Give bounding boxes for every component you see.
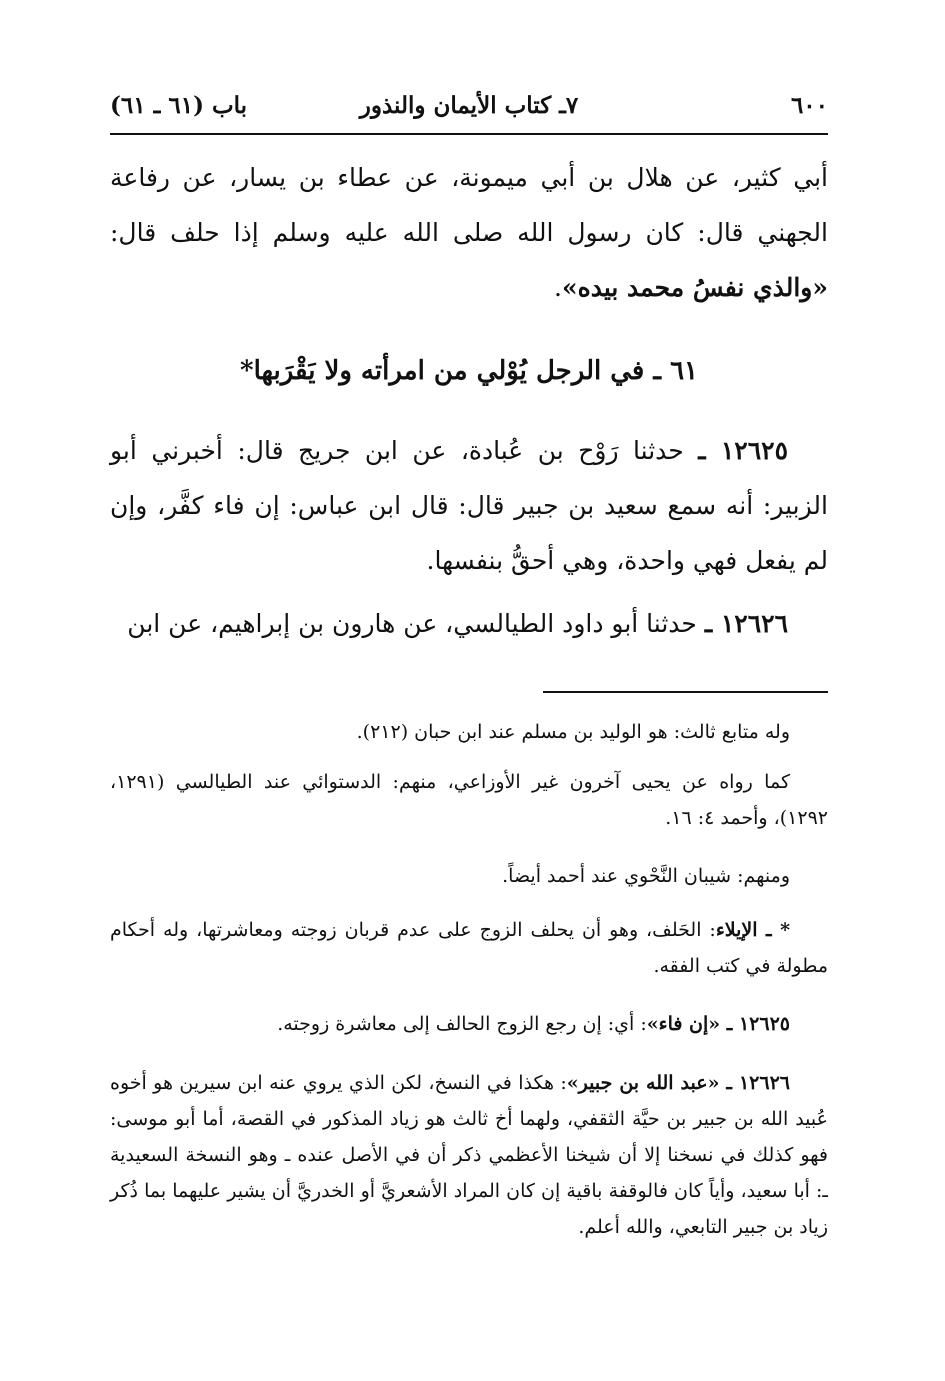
footnote-1: وله متابع ثالث: هو الوليد بن مسلم عند ابن حبان (٢١٢). [356, 721, 790, 743]
hadith-12625 [110, 423, 828, 588]
footnote-3: ومنهم: شيبان النَّحْوي عند أحمد أيضاً. [502, 865, 790, 887]
footnote-4 [110, 912, 828, 984]
footnote-2: كما رواه عن يحيى آخرون غير الأوزاعي، منهم: الدستوائي عند الطيالسي (١٢٩١، ١٢٩٢)، وأحمد ٤: ١٦. [110, 771, 828, 829]
page-number: ٦٠٠ [790, 92, 828, 119]
footnote-text: : أي: إن رجع الزوج الحالف إلى معاشرة زوجته. [277, 1013, 647, 1035]
continuation-quote: «والذي نفسُ محمد بيده» [562, 273, 828, 302]
footnote-text: : هكذا في النسخ، لكن الذي يروي عنه ابن سيرين هو أخوه عُبيد الله بن جبير بن حيَّة الثقفي، ولهما أخ ثالث هو زياد المذكور في القصة، أما أبو موسى: فهو كذلك في نسخنا إلا أن شيخنا الأعظمي ذكر أن في الأصل عنده ـ وهو النسخة السعيدية ـ: أبا سعيد، وأياً كان فالوقفة باقية إن كان المراد الأشعريَّ أو الخدريَّ أن يشير عليهما بما ذُكر زياد بن جبير التابعي، والله أعلم. [110, 1072, 828, 1238]
running-header [110, 86, 828, 126]
footnote-label: * ـ الإيلاء [715, 919, 791, 941]
chapter-reference: باب (٦١ ـ ٦١) [110, 92, 248, 119]
continuation-text: أبي كثير، عن هلال بن أبي ميمونة، عن عطاء بن يسار، عن رفاعة الجهني قال: كان رسول الله صلى الله عليه وسلم إذا حلف قال: [110, 163, 828, 247]
footnote-label: ١٢٦٢٦ ـ «عبد الله بن جبير» [566, 1072, 790, 1094]
hadith-number: ١٢٦٢٦ ـ [704, 609, 788, 638]
hadith-text: حدثنا أبو داود الطيالسي، عن هارون بن إبراهيم، عن ابن [127, 609, 705, 638]
continuation-end: . [554, 273, 562, 302]
book-title: ٧ـ كتاب الأيمان والنذور [359, 92, 579, 119]
hadith-text: حدثنا رَوْح بن عُبادة، عن ابن جريج قال: أخبرني أبو الزبير: أنه سمع سعيد بن جبير قال: قال ابن عباس: إن فاء كفَّر، وإن لم يفعل فهي واحدة، وهي أحقُّ بنفسها. [110, 436, 828, 575]
header-divider [110, 133, 828, 135]
hadith-12626 [110, 596, 828, 651]
section-title: ٦١ ـ في الرجل يُوْلي من امرأته ولا يَقْرَبها* [239, 356, 699, 386]
footnote-6 [110, 1065, 828, 1245]
hadith-number: ١٢٦٢٥ ـ [698, 436, 789, 465]
continuation-paragraph [110, 150, 828, 315]
footnote-divider [543, 691, 828, 693]
footnote-label: ١٢٦٢٥ ـ «إن فاء» [646, 1013, 790, 1035]
footnote-text: : الحَلف، وهو أن يحلف الزوج على عدم قربان زوجته ومعاشرتها، وله أحكام مطولة في كتب الفقه. [110, 919, 828, 977]
footnote-5 [110, 1006, 828, 1042]
